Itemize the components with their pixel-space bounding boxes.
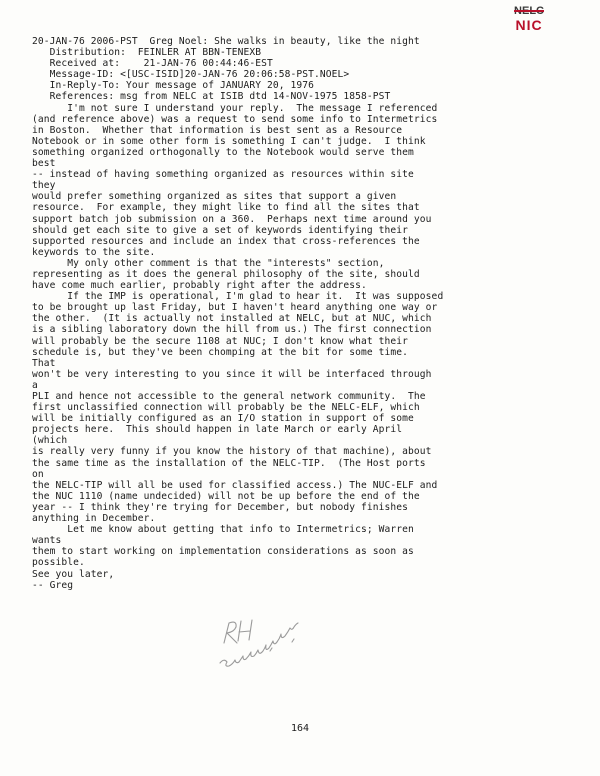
message-line: I'm not sure I understand your reply. The message I referenced xyxy=(32,102,438,114)
message-line: In-Reply-To: Your message of JANUARY 20, 1976 xyxy=(32,80,315,92)
message-line: supported resources and include an index that cross-references the xyxy=(32,235,420,247)
message-line: on xyxy=(32,468,44,480)
message-line: they xyxy=(32,180,56,192)
message-line: -- instead of having something organized as resources within site xyxy=(32,169,414,181)
message-line: wants xyxy=(32,535,62,547)
message-line: Notebook or in some other form is something I can't judge. I think xyxy=(32,135,426,147)
message-line: best xyxy=(32,158,56,170)
message-line: to be brought up last Friday, but I haven't heard anything one way or xyxy=(32,302,438,314)
message-line: should get each site to give a set of keywords identifying their xyxy=(32,224,409,236)
message-line: in Boston. Whether that information is best sent as a Resource xyxy=(32,124,403,136)
message-line: projects here. This should happen in late March or early April xyxy=(32,424,403,436)
message-line: them to start working on implementation considerations as soon as xyxy=(32,546,414,558)
message-line: possible. xyxy=(32,557,85,569)
message-line: resource. For example, they might like to find all the sites that xyxy=(32,202,420,214)
message-line: will probably be the secure 1108 at NUC; I don't know what their xyxy=(32,335,409,347)
struck-routing-code: NELC xyxy=(514,5,544,17)
handwritten-routing-code: NIC xyxy=(515,17,543,33)
message-line: have come much earlier, probably right after the address. xyxy=(32,280,367,292)
message-line: the NUC 1110 (name undecided) will not be up before the end of the xyxy=(32,490,420,502)
message-line: the NELC-TIP will all be used for classified access.) The NUC-ELF and xyxy=(32,479,438,491)
message-line: See you later, xyxy=(32,568,115,580)
message-line: keywords to the site. xyxy=(32,246,156,258)
message-line: -- Greg xyxy=(32,579,74,591)
routing-stamp xyxy=(514,4,544,32)
message-line: If the IMP is operational, I'm glad to hear it. It was supposed xyxy=(32,291,444,303)
message-line: will be initially configured as an I/O station in support of some xyxy=(32,413,414,425)
message-line: something organized orthogonally to the Notebook would serve them xyxy=(32,146,414,158)
message-line: would prefer something organized as sites that support a given xyxy=(32,191,397,203)
message-line: Let me know about getting that info to Intermetrics; Warren xyxy=(32,524,414,536)
handwritten-annotation-icon xyxy=(210,613,330,673)
message-line: Message-ID: <[USC-ISID]20-JAN-76 20:06:58-PST.NOEL> xyxy=(32,69,350,81)
message-line: PLI and hence not accessible to the general network community. The xyxy=(32,391,426,402)
message-line: year -- I think they're trying for December, but nobody finishes xyxy=(32,501,409,513)
message-line: My only other comment is that the "interests" section, xyxy=(32,257,385,269)
message-line: the same time as the installation of the NELC-TIP. (The Host ports xyxy=(32,457,426,469)
message-line: won't be very interesting to you since it will be interfaced through xyxy=(32,368,432,380)
page-number: 164 xyxy=(290,723,310,734)
message-line: (and reference above) was a request to send some info to Intermetrics xyxy=(32,113,438,125)
message-line: is a sibling laboratory down the hill from us.) The first connection xyxy=(32,324,432,336)
message-line: the other. (It is actually not installed at NELC, but at NUC, which xyxy=(32,313,432,325)
message-line: References: msg from NELC at ISIB dtd 14-NOV-1975 1858-PST xyxy=(32,91,391,103)
message-line: schedule is, but they've been chomping at the bit for some time. xyxy=(32,346,409,358)
message-line: Received at: 21-JAN-76 00:44:46-EST xyxy=(32,58,273,70)
message-line: first unclassified connection will probably be the NELC-ELF, which xyxy=(32,402,420,414)
message-line: 20-JAN-76 2006-PST Greg Noel: She walks in beauty, like the night xyxy=(32,36,420,47)
message-line: That xyxy=(32,357,56,369)
message-body xyxy=(32,36,592,591)
message-line: (which xyxy=(32,435,68,447)
message-line: anything in December. xyxy=(32,513,156,525)
message-line: support batch job submission on a 360. Perhaps next time around you xyxy=(32,213,432,225)
message-line: a xyxy=(32,379,38,391)
message-line: representing as it does the general philosophy of the site, should xyxy=(32,268,420,280)
message-line: is really very funny if you know the history of that machine), about xyxy=(32,446,432,458)
message-line: Distribution: FEINLER AT BBN-TENEXB xyxy=(32,47,262,59)
